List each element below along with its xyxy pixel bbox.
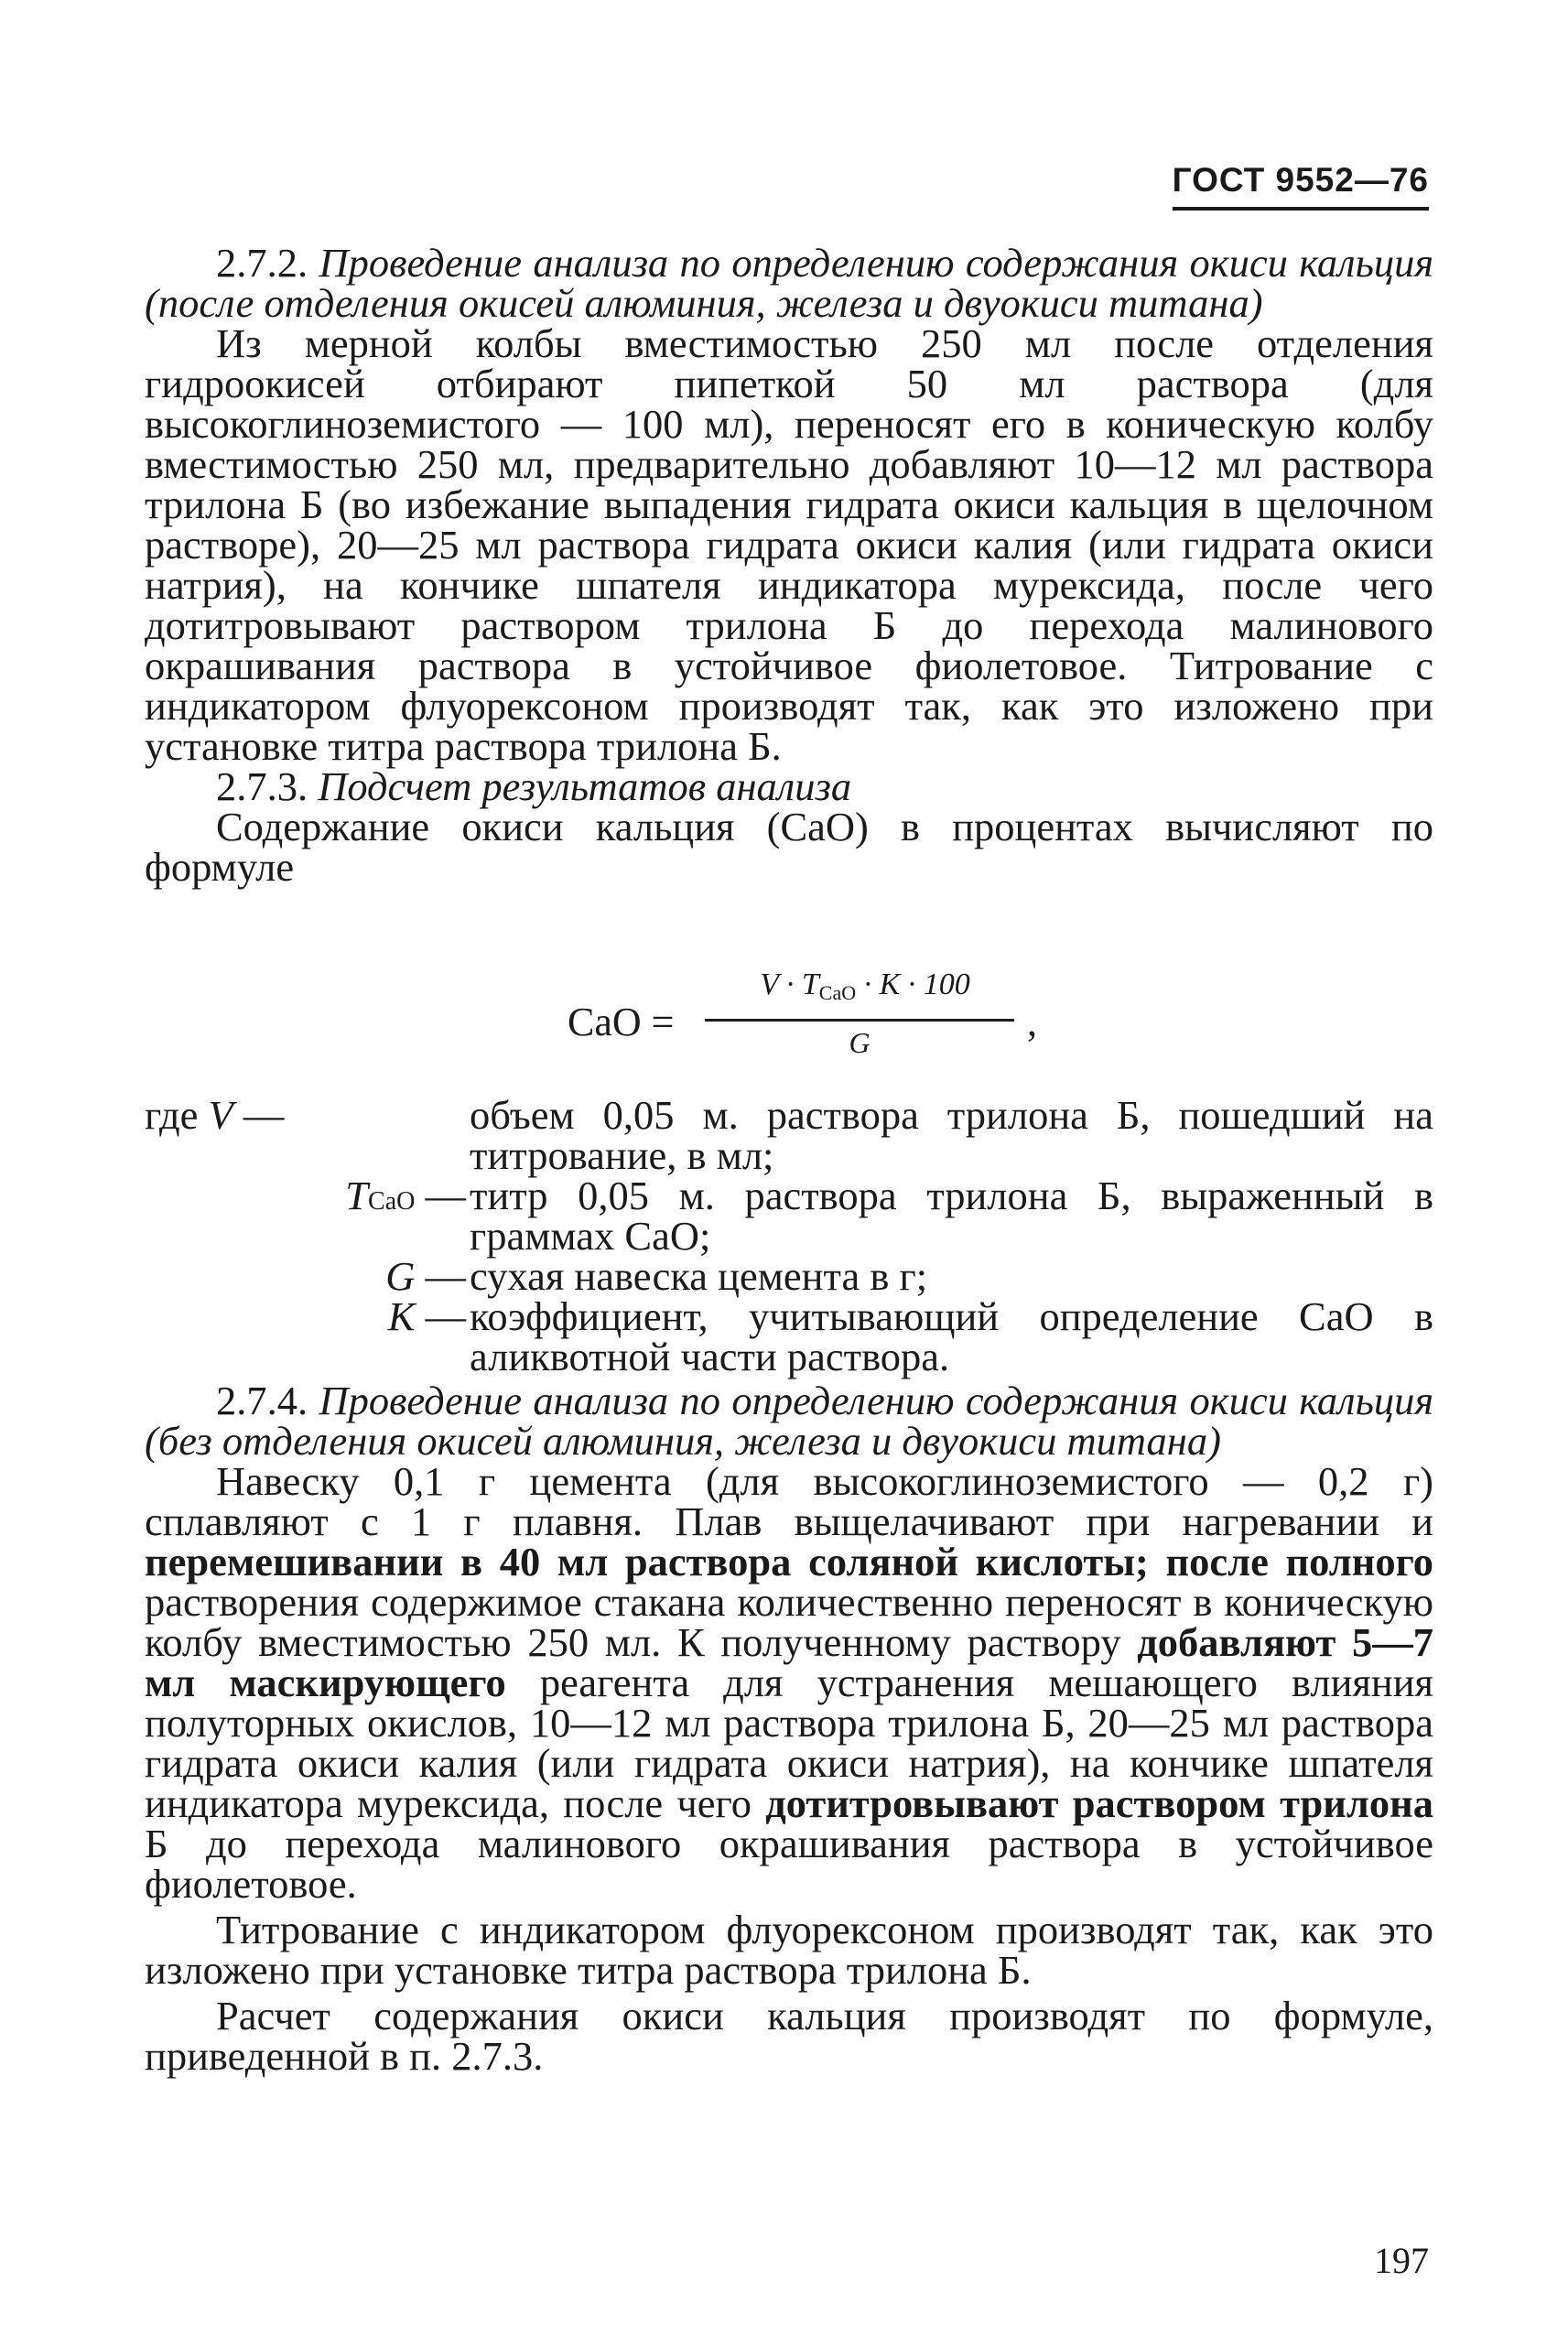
- section-2-7-3-intro: Содержание окиси кальция (CaO) в процентах вычисляют по формуле: [145, 804, 1433, 890]
- definition-symbol: K: [387, 1293, 416, 1339]
- body-part: растворения содержимое стакана количественно переносят в коническую колбу вместимостью 250 мл. К полученному раствору: [145, 1579, 1433, 1665]
- section-2-7-2-title: Проведение анализа по определению содержания окиси кальция (после отделения окисей алюминия, железа и двуокиси титана): [145, 240, 1434, 326]
- definition-term: [145, 1092, 470, 1175]
- upper-text-block: [145, 240, 1434, 890]
- definition-prefix: где: [145, 1092, 209, 1138]
- definition-dash: —: [415, 1253, 466, 1299]
- definition-symbol: T: [345, 1173, 369, 1218]
- formula-numerator-v: V · T: [760, 968, 819, 1001]
- body-part: Б до перехода малинового окрашивания раствора в устойчивое фиолетовое.: [145, 1821, 1433, 1907]
- definition-text: объем 0,05 м. раствора трилона Б, пошедший на титрование, в мл;: [470, 1092, 1433, 1178]
- definition-text: сухая навеска цемента в г;: [470, 1253, 928, 1299]
- definition-term: [145, 1175, 470, 1256]
- definition-dash: —: [415, 1173, 466, 1218]
- body-part-bold: дотитровывают раствором трилона: [765, 1780, 1433, 1826]
- section-2-7-4-heading: [145, 1378, 1434, 1464]
- body-part-bold: перемешивании в 40 мл раствора соляной кислоты; после полного: [145, 1539, 1433, 1584]
- definition-text: титр 0,05 м. раствора трилона Б, выраженный в граммах CaO;: [470, 1173, 1433, 1259]
- variable-definitions: [145, 1092, 1433, 1379]
- section-2-7-3-heading: [145, 763, 1433, 809]
- section-2-7-4-para2: Титрование с индикатором флуорексоном производят так, как это изложено при установке титра раствора трилона Б.: [145, 1907, 1433, 1993]
- definition-dash: —: [232, 1092, 285, 1138]
- formula-comma: ,: [1027, 1000, 1037, 1044]
- formula-numerator: [714, 968, 1016, 1005]
- definition-tcao: [145, 1173, 1433, 1259]
- formula-numerator-rest: · K · 100: [856, 968, 970, 1001]
- page-number: 197: [1374, 2240, 1429, 2281]
- definition-dash: —: [415, 1293, 466, 1339]
- formula-denominator: G: [849, 1026, 871, 1059]
- body-part-bold: добавляют 5—7 мл маскирующего: [145, 1619, 1433, 1705]
- definition-text: коэффициент, учитывающий определение CaO в аликвотной части раствора.: [470, 1293, 1433, 1379]
- section-2-7-4-number: 2.7.4.: [216, 1378, 308, 1423]
- cao-formula: [568, 968, 1044, 1077]
- definition-term: [145, 1253, 470, 1299]
- definition-subscript: CaO: [368, 1187, 416, 1216]
- formula-numerator-subscript: CaO: [818, 981, 857, 1004]
- section-2-7-4-body: [145, 1458, 1434, 1907]
- definition-v: [145, 1092, 1433, 1178]
- definition-term: [145, 1293, 470, 1377]
- definition-symbol: G: [385, 1253, 416, 1299]
- definition-g: [145, 1253, 1433, 1299]
- section-2-7-3-number: 2.7.3.: [216, 763, 308, 809]
- body-part: Навеску 0,1 г цемента (для высокоглиноземистого — 0,2 г) сплавляют с 1 г плавня. Плав выщелачивают при нагревании и: [145, 1458, 1433, 1544]
- section-2-7-3-title: Подсчет результатов анализа: [318, 763, 852, 809]
- fraction-bar: [705, 1019, 1014, 1022]
- section-2-7-4-title: Проведение анализа по определению содержания окиси кальция (без отделения окисей алюминия, железа и двуокиси титана): [145, 1378, 1434, 1464]
- section-2-7-2-number: 2.7.2.: [216, 240, 308, 286]
- section-2-7-2-body: Из мерной колбы вместимостью 250 мл после отделения гидроокисей отбирают пипеткой 50 мл раствора (для высокоглиноземистого — 100 мл), переносят его в коническую колбу вместимостью 250 мл, предварительно добавляют 10—12 мл раствора трилона Б (во избежание выпадения гидрата окиси кальция в щелочном растворе), 20—25 мл раствора гидрата окиси калия (или гидрата окиси натрия), на кончике шпателя индикатора мурексида, после чего дотитровывают раствором трилона Б до перехода малинового окрашивания раствора в устойчивое фиолетовое. Титрование с индикатором флуорексоном производят так, как это изложено при установке титра раствора трилона Б.: [145, 320, 1433, 769]
- definition-symbol: V: [208, 1092, 233, 1138]
- section-2-7-2-heading: [145, 240, 1434, 326]
- document-header: ГОСТ 9552—76: [1173, 161, 1429, 211]
- section-2-7-4-para3: Расчет содержания окиси кальция производят по формуле, приведенной в п. 2.7.3.: [145, 1993, 1433, 2079]
- lower-text-block: [145, 1378, 1434, 2079]
- formula-lhs: CaO =: [568, 1000, 675, 1044]
- definition-k: [145, 1293, 1433, 1379]
- body-part: реагента для устранения мешающего влияния полуторных окислов, 10—12 мл раствора трилона Б, 20—25 мл раствора гидрата окиси калия (или гидрата окиси натрия), на кончике шпателя индикатора мурексида, после чего: [145, 1660, 1434, 1826]
